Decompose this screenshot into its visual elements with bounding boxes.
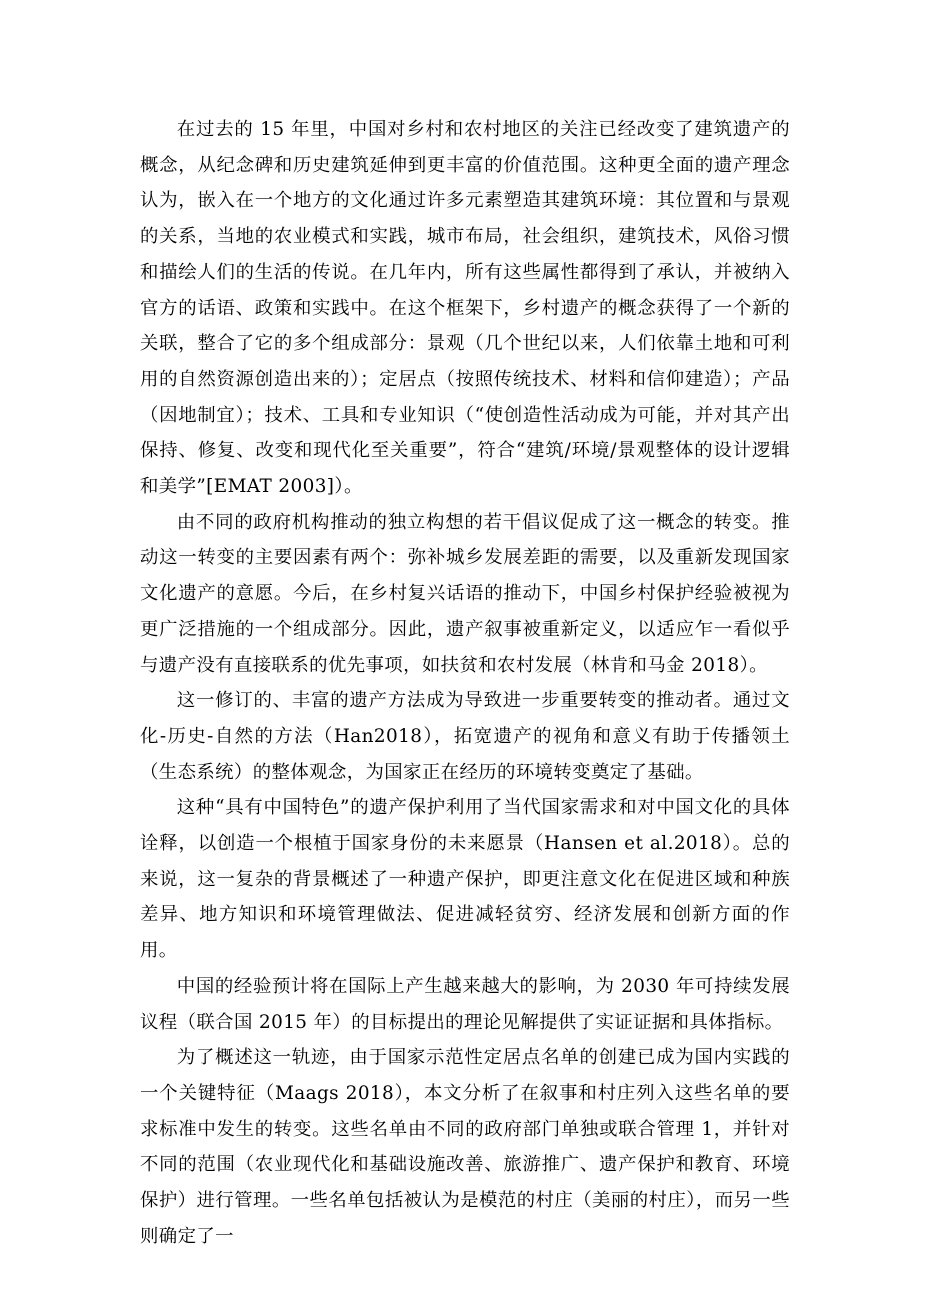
paragraph-5: 中国的经验预计将在国际上产生越来越大的影响，为 2030 年可持续发展议程（联合国 2015 年）的目标提出的理论见解提供了实证证据和具体指标。 [140,975,790,1033]
paragraph-4: 这种“具有中国特色”的遗产保护利用了当代国家需求和对中国文化的具体诠释，以创造一个根植于国家身份的未来愿景（Hansen et al.2018）。总的来说，这一复杂的背景概述了一种遗产保护，即更注意文化在促进区域和种族差异、地方知识和环境管理做法、促进减轻贫穷、经济发展和创新方面的作用。 [140,797,790,962]
paragraph-6: 为了概述这一轨迹，由于国家示范性定居点名单的创建已成为国内实践的一个关键特征（Maags 2018），本文分析了在叙事和村庄列入这些名单的要求标准中发生的转变。这些名单由不同的政府部门单独或联合管理 1，并针对不同的范围（农业现代化和基础设施改善、旅游推广、遗产保护和教育、环境保护）进行管理。一些名单包括被认为是模范的村庄（美丽的村庄），而另一些则确定了一 [140,1047,790,1247]
paragraph-3: 这一修订的、丰富的遗产方法成为导致进一步重要转变的推动者。通过文化-历史-自然的方法（Han2018），拓宽遗产的视角和意义有助于传播领土（生态系统）的整体观念，为国家正在经历的环境转变奠定了基础。 [140,690,790,783]
paragraph-1: 在过去的 15 年里，中国对乡村和农村地区的关注已经改变了建筑遗产的概念，从纪念碑和历史建筑延伸到更丰富的价值范围。这种更全面的遗产理念认为，嵌入在一个地方的文化通过许多元素塑造其建筑环境：其位置和与景观的关系，当地的农业模式和实践，城市布局，社会组织，建筑技术，风俗习惯和描绘人们的生活的传说。在几年内，所有这些属性都得到了承认，并被纳入官方的话语、政策和实践中。在这个框架下，乡村遗产的概念获得了一个新的关联，整合了它的多个组成部分：景观（几个世纪以来，人们依靠土地和可利用的自然资源创造出来的）；定居点（按照传统技术、材料和信仰建造）；产品（因地制宜）；技术、工具和专业知识（“使创造性活动成为可能，并对其产出保持、修复、改变和现代化至关重要”，符合“建筑/环境/景观整体的设计逻辑和美学”[EMAT 2003]）。 [140,119,790,498]
paragraph-2: 由不同的政府机构推动的独立构想的若干倡议促成了这一概念的转变。推动这一转变的主要因素有两个：弥补城乡发展差距的需要，以及重新发现国家文化遗产的意愿。今后，在乡村复兴话语的推动下，中国乡村保护经验被视为更广泛措施的一个组成部分。因此，遗产叙事被重新定义，以适应乍一看似乎与遗产没有直接联系的优先事项，如扶贫和农村发展（林肯和马金 2018）。 [140,511,790,676]
